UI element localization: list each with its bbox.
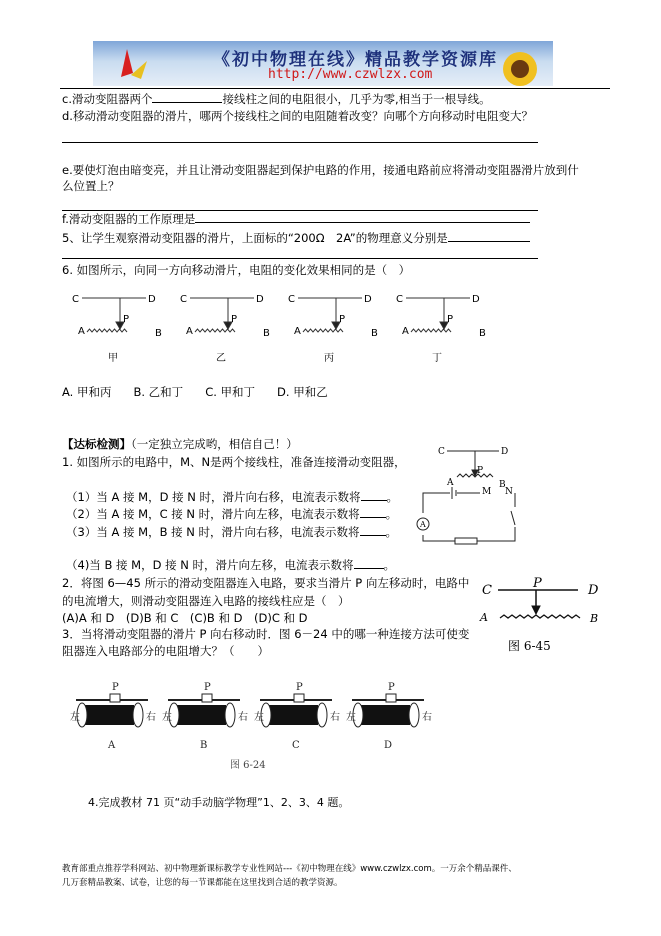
banner-url: http://www.czwlzx.com [268, 67, 433, 82]
diagram-label: A [402, 326, 409, 337]
banner-title: 《初中物理在线》精品教学资源库 [213, 50, 498, 70]
diagram-label: 左 [162, 712, 172, 723]
question-3-line2: 阻器连入电路部分的电阻增大？（ ） [62, 644, 269, 658]
question-1-item: （3）当 A 接 M，B 接 N 时，滑片向右移，电流表示数将 。 [66, 525, 398, 539]
svg-text:P: P [477, 466, 484, 476]
rheostat-diagram [72, 294, 162, 364]
logo-icon [113, 47, 153, 83]
diagram-label: 左 [70, 712, 80, 723]
footer-line1: 教育部重点推荐学科网站、初中物理新课标教学专业性网站---《初中物理在线》www.czwlzx.com。一万余个精品课件、 [62, 864, 517, 874]
diagram-label: C [288, 294, 295, 305]
rheostat-diagram [180, 294, 270, 364]
diagram-label: 甲 [108, 353, 118, 364]
diagram-label: 左 [254, 712, 264, 723]
svg-text:A: A [420, 520, 426, 529]
diagram-label: B [200, 740, 208, 751]
svg-text:C: C [482, 583, 492, 598]
figure-6-45 [478, 572, 608, 657]
answer-blank[interactable] [195, 211, 530, 223]
diagram-label: A [294, 326, 301, 337]
diagram-label: P [447, 314, 454, 325]
diagram-label: 丙 [324, 353, 334, 364]
answer-line[interactable] [62, 142, 538, 143]
question-1-item: （1）当 A 接 M，D 接 N 时，滑片向右移，电流表示数将 。 [66, 490, 398, 504]
header-rule [60, 88, 610, 89]
item-e-line2: 么位置上？ [62, 179, 120, 193]
diagram-label: B [263, 328, 270, 339]
diagram-label: C [396, 294, 403, 305]
question-3-line1: 3．当将滑动变阻器的滑片 P 向右移动时．图 6－24 中的哪一种连接方法可使变 [62, 627, 470, 641]
item-d: d.移动滑动变阻器的滑片，哪两个接线柱之间的电阻随着改变？向哪个方向移动时电阻变大？ [62, 109, 533, 123]
figure-6-24 [70, 678, 432, 771]
diagram-label: 右 [146, 712, 156, 723]
section-heading: 【达标检测】（一定独立完成哟，相信自己！） [62, 437, 298, 451]
diagram-label: P [339, 314, 346, 325]
question-1-item: （4)当 B 接 M，D 接 N 时，滑片向左移，电流表示数将 。 [66, 558, 396, 572]
answer-blank[interactable] [448, 230, 530, 242]
item-f: f.滑动变阻器的工作原理是 [62, 211, 530, 226]
svg-text:P: P [533, 576, 542, 591]
svg-text:图 6-45: 图 6-45 [508, 639, 551, 653]
diagram-label: B [371, 328, 378, 339]
option-c[interactable]: C. 甲和丁 [205, 385, 256, 399]
rheostat-photo [70, 682, 156, 751]
svg-text:A: A [480, 611, 488, 624]
svg-text:B: B [590, 612, 599, 625]
diagram-label: P [388, 682, 395, 693]
option-d[interactable]: D. 甲和乙 [277, 385, 328, 399]
diagram-label: 右 [422, 712, 432, 723]
question-6: 6. 如图所示，向同一方向移动滑片，电阻的变化效果相同的是（ ） [62, 263, 411, 277]
diagram-label: C [180, 294, 187, 305]
question-1-item: （2）当 A 接 M，C 接 N 时，滑片向左移，电流表示数将 。 [66, 507, 398, 521]
diagram-label: D [472, 294, 480, 305]
diagram-label: B [479, 328, 486, 339]
option-b[interactable]: B. 乙和丁 [133, 385, 184, 399]
rheostat-diagram [396, 294, 486, 364]
question-2-line1: 2．将图 6—45 所示的滑动变阻器连入电路，要求当滑片 P 向左移动时，电路中 [62, 576, 470, 590]
svg-text:图 6-24: 图 6-24 [230, 760, 266, 771]
diagram-label: 丁 [432, 353, 442, 364]
svg-text:N: N [505, 487, 513, 497]
svg-text:D: D [588, 583, 599, 598]
header-banner [93, 41, 553, 86]
footer-line2: 几万套精品教案、试卷，让您的每一节课都能在这里找到合适的教学资源。 [62, 878, 343, 888]
item-c: c.滑动变阻器两个 接线柱之间的电阻很小，几乎为零,相当于一根导线。 [62, 92, 491, 106]
diagram-label: 右 [330, 712, 340, 723]
svg-text:C: C [438, 447, 445, 457]
answer-blank[interactable] [360, 506, 386, 518]
diagram-label: A [186, 326, 193, 337]
diagram-label: B [155, 328, 162, 339]
diagram-label: A [108, 740, 116, 751]
question-1-stem: 1. 如图所示的电路中，M、N是两个接线柱，准备连接滑动变阻器， [62, 455, 406, 469]
diagram-label: D [384, 740, 393, 751]
item-e-line1: e.要使灯泡由暗变亮，并且让滑动变阻器起到保护电路的作用，接通电路前应将滑动变阻器滑片放到什 [62, 163, 579, 177]
svg-text:B: B [499, 480, 506, 490]
circuit-diagram [405, 445, 530, 550]
question-4: 4.完成教材 71 页“动手动脑学物理”1、2、3、4 题。 [88, 796, 350, 809]
answer-blank[interactable] [361, 489, 387, 501]
diagram-label: P [112, 682, 119, 693]
question-2-line2: 的电流增大，则滑动变阻器连入电路的接线柱应是（ ） [62, 594, 350, 608]
diagram-label: P [296, 682, 303, 693]
diagram-label: 右 [238, 712, 248, 723]
figure-6-diagrams [70, 286, 490, 366]
diagram-label: D [256, 294, 264, 305]
diagram-label: C [72, 294, 79, 305]
option-a[interactable]: A. 甲和丙 [62, 385, 112, 399]
rheostat-photo [254, 682, 340, 751]
diagram-label: 乙 [216, 353, 226, 364]
sunflower-icon [488, 47, 548, 87]
rheostat-diagram [288, 294, 378, 364]
diagram-label: A [78, 326, 85, 337]
answer-line[interactable] [62, 258, 538, 259]
answer-blank[interactable] [152, 91, 222, 103]
svg-text:D: D [501, 447, 509, 457]
rheostat-photo [346, 682, 432, 751]
rheostat-photo [162, 682, 248, 751]
diagram-label: 左 [346, 712, 356, 723]
diagram-label: P [123, 314, 130, 325]
svg-text:A: A [447, 478, 454, 488]
diagram-label: P [231, 314, 238, 325]
answer-blank[interactable] [360, 524, 386, 536]
diagram-label: P [204, 682, 211, 693]
diagram-label: C [292, 740, 300, 751]
question-5: 5、让学生观察滑动变阻器的滑片，上面标的“200Ω 2A”的物理意义分别是 [62, 230, 530, 245]
diagram-label: D [364, 294, 372, 305]
svg-text:M: M [482, 487, 492, 497]
question-6-options [62, 385, 382, 399]
diagram-label: D [148, 294, 156, 305]
question-2-options: (A)A 和 D (D)B 和 C (C)B 和 D (D)C 和 D [62, 611, 308, 625]
answer-blank[interactable] [354, 557, 384, 569]
